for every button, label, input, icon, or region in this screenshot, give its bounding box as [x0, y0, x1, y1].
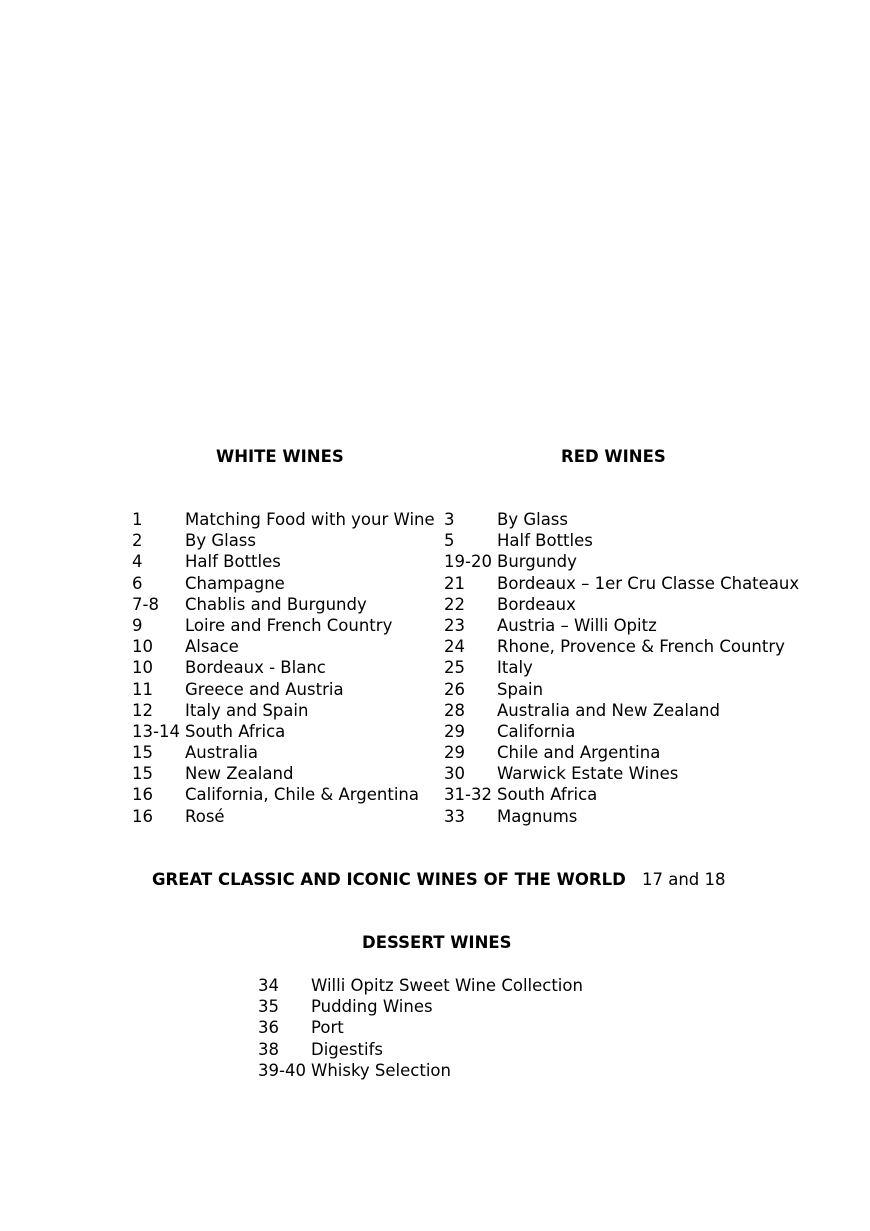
page-number: 15: [132, 764, 153, 784]
page-number: 38: [258, 1039, 279, 1059]
page-number: 4: [132, 552, 143, 572]
section-label: Bordeaux - Blanc: [185, 658, 326, 678]
section-label: Alsace: [185, 637, 239, 657]
page-number: 10: [132, 658, 153, 678]
page-number: 22: [444, 594, 465, 614]
page-number: 2: [132, 531, 143, 551]
list-item: [444, 742, 864, 763]
section-label: Chablis and Burgundy: [185, 594, 367, 614]
page-number: 23: [444, 615, 465, 635]
page-number: 11: [132, 679, 153, 699]
page-number: 39-40: [258, 1060, 306, 1080]
page-number: 33: [444, 806, 465, 826]
list-item: [444, 573, 864, 594]
page-number: 16: [132, 785, 153, 805]
section-label: Willi Opitz Sweet Wine Collection: [311, 976, 583, 995]
list-item: [444, 806, 864, 827]
list-item: [132, 806, 432, 827]
section-label: By Glass: [497, 510, 569, 529]
section-label: Magnums: [497, 806, 578, 826]
section-label: Greece and Austria: [185, 679, 344, 699]
list-item: [444, 636, 864, 657]
section-label: New Zealand: [185, 764, 294, 784]
list-item: [444, 615, 864, 636]
page-number: 1: [132, 510, 143, 529]
list-item: [258, 1017, 658, 1038]
section-label: California: [497, 721, 576, 741]
section-label: Italy: [497, 658, 533, 678]
list-item: [444, 700, 864, 721]
page-number: 26: [444, 679, 465, 699]
list-item: [444, 530, 864, 551]
white-wines-list: [132, 509, 435, 827]
section-label: Whisky Selection: [311, 1060, 451, 1080]
page-number: 25: [444, 658, 465, 678]
section-label: Spain: [497, 679, 544, 699]
page-number: 5: [444, 531, 455, 551]
section-label: Italy and Spain: [185, 700, 309, 720]
section-label: Loire and French Country: [185, 615, 393, 635]
list-item: [132, 551, 432, 572]
section-label: Austria – Willi Opitz: [497, 615, 657, 635]
section-label: By Glass: [185, 531, 257, 551]
list-item: [132, 615, 432, 636]
list-item: [132, 530, 432, 551]
section-label: Port: [311, 1018, 344, 1038]
section-label: Matching Food with your Wine: [185, 510, 435, 529]
list-item: [132, 636, 432, 657]
section-label: California, Chile & Argentina: [185, 785, 419, 805]
page-number: 12: [132, 700, 153, 720]
page-number: 21: [444, 573, 465, 593]
page-number: 13-14: [132, 721, 180, 741]
page-number: 30: [444, 764, 465, 784]
list-item: [444, 551, 864, 572]
section-label: Digestifs: [311, 1039, 383, 1059]
classic-wines-pages: 17 and 18: [642, 870, 726, 889]
list-item: [258, 996, 658, 1017]
section-label: Rhone, Provence & French Country: [497, 637, 785, 657]
list-item: [444, 657, 864, 678]
dessert-wines-list: [258, 975, 658, 1081]
list-item: [132, 594, 432, 615]
section-label: Half Bottles: [497, 531, 593, 551]
list-item: [132, 657, 432, 678]
section-label: Australia and New Zealand: [497, 700, 720, 720]
section-label: Pudding Wines: [311, 997, 433, 1017]
list-item: [132, 721, 432, 742]
classic-wines-heading: GREAT CLASSIC AND ICONIC WINES OF THE WORLD: [152, 870, 626, 889]
section-label: Champagne: [185, 573, 285, 593]
page-number: 19-20: [444, 552, 492, 572]
page-number: 36: [258, 1018, 279, 1038]
section-label: Chile and Argentina: [497, 743, 661, 763]
page-number: 3: [444, 510, 455, 529]
list-item: [132, 573, 432, 594]
section-label: Rosé: [185, 806, 225, 826]
section-label: Warwick Estate Wines: [497, 764, 679, 784]
page-number: 9: [132, 615, 143, 635]
page-number: 31-32: [444, 785, 492, 805]
section-label: Half Bottles: [185, 552, 281, 572]
page-number: 29: [444, 743, 465, 763]
list-item: [444, 721, 864, 742]
page-number: 35: [258, 997, 279, 1017]
list-item: [444, 594, 864, 615]
list-item: [132, 784, 432, 805]
page-number: 6: [132, 573, 143, 593]
list-item: [444, 679, 864, 700]
list-item: [258, 1039, 658, 1060]
list-item: [258, 1060, 658, 1081]
list-item: [258, 975, 658, 996]
section-label: Burgundy: [497, 552, 577, 572]
list-item: [444, 509, 864, 530]
page-number: 10: [132, 637, 153, 657]
list-item: [444, 763, 864, 784]
page-number: 16: [132, 806, 153, 826]
red-wines-list: [444, 509, 864, 827]
list-item: [132, 700, 432, 721]
section-label: South Africa: [497, 785, 598, 805]
page-number: 7-8: [132, 594, 159, 614]
list-item: [132, 763, 432, 784]
section-label: Bordeaux – 1er Cru Classe Chateaux: [497, 573, 800, 593]
list-item: [132, 679, 432, 700]
page-number: 28: [444, 700, 465, 720]
page-number: 24: [444, 637, 465, 657]
page-number: 29: [444, 721, 465, 741]
list-item: [444, 784, 864, 805]
red-wines-heading: RED WINES: [561, 447, 666, 466]
list-item: [132, 509, 435, 530]
section-label: Bordeaux: [497, 594, 576, 614]
dessert-wines-heading: DESSERT WINES: [362, 933, 512, 952]
section-label: South Africa: [185, 721, 286, 741]
section-label: Australia: [185, 743, 258, 763]
list-item: [132, 742, 432, 763]
page-number: 34: [258, 976, 279, 995]
white-wines-heading: WHITE WINES: [216, 447, 344, 466]
page-number: 15: [132, 743, 153, 763]
